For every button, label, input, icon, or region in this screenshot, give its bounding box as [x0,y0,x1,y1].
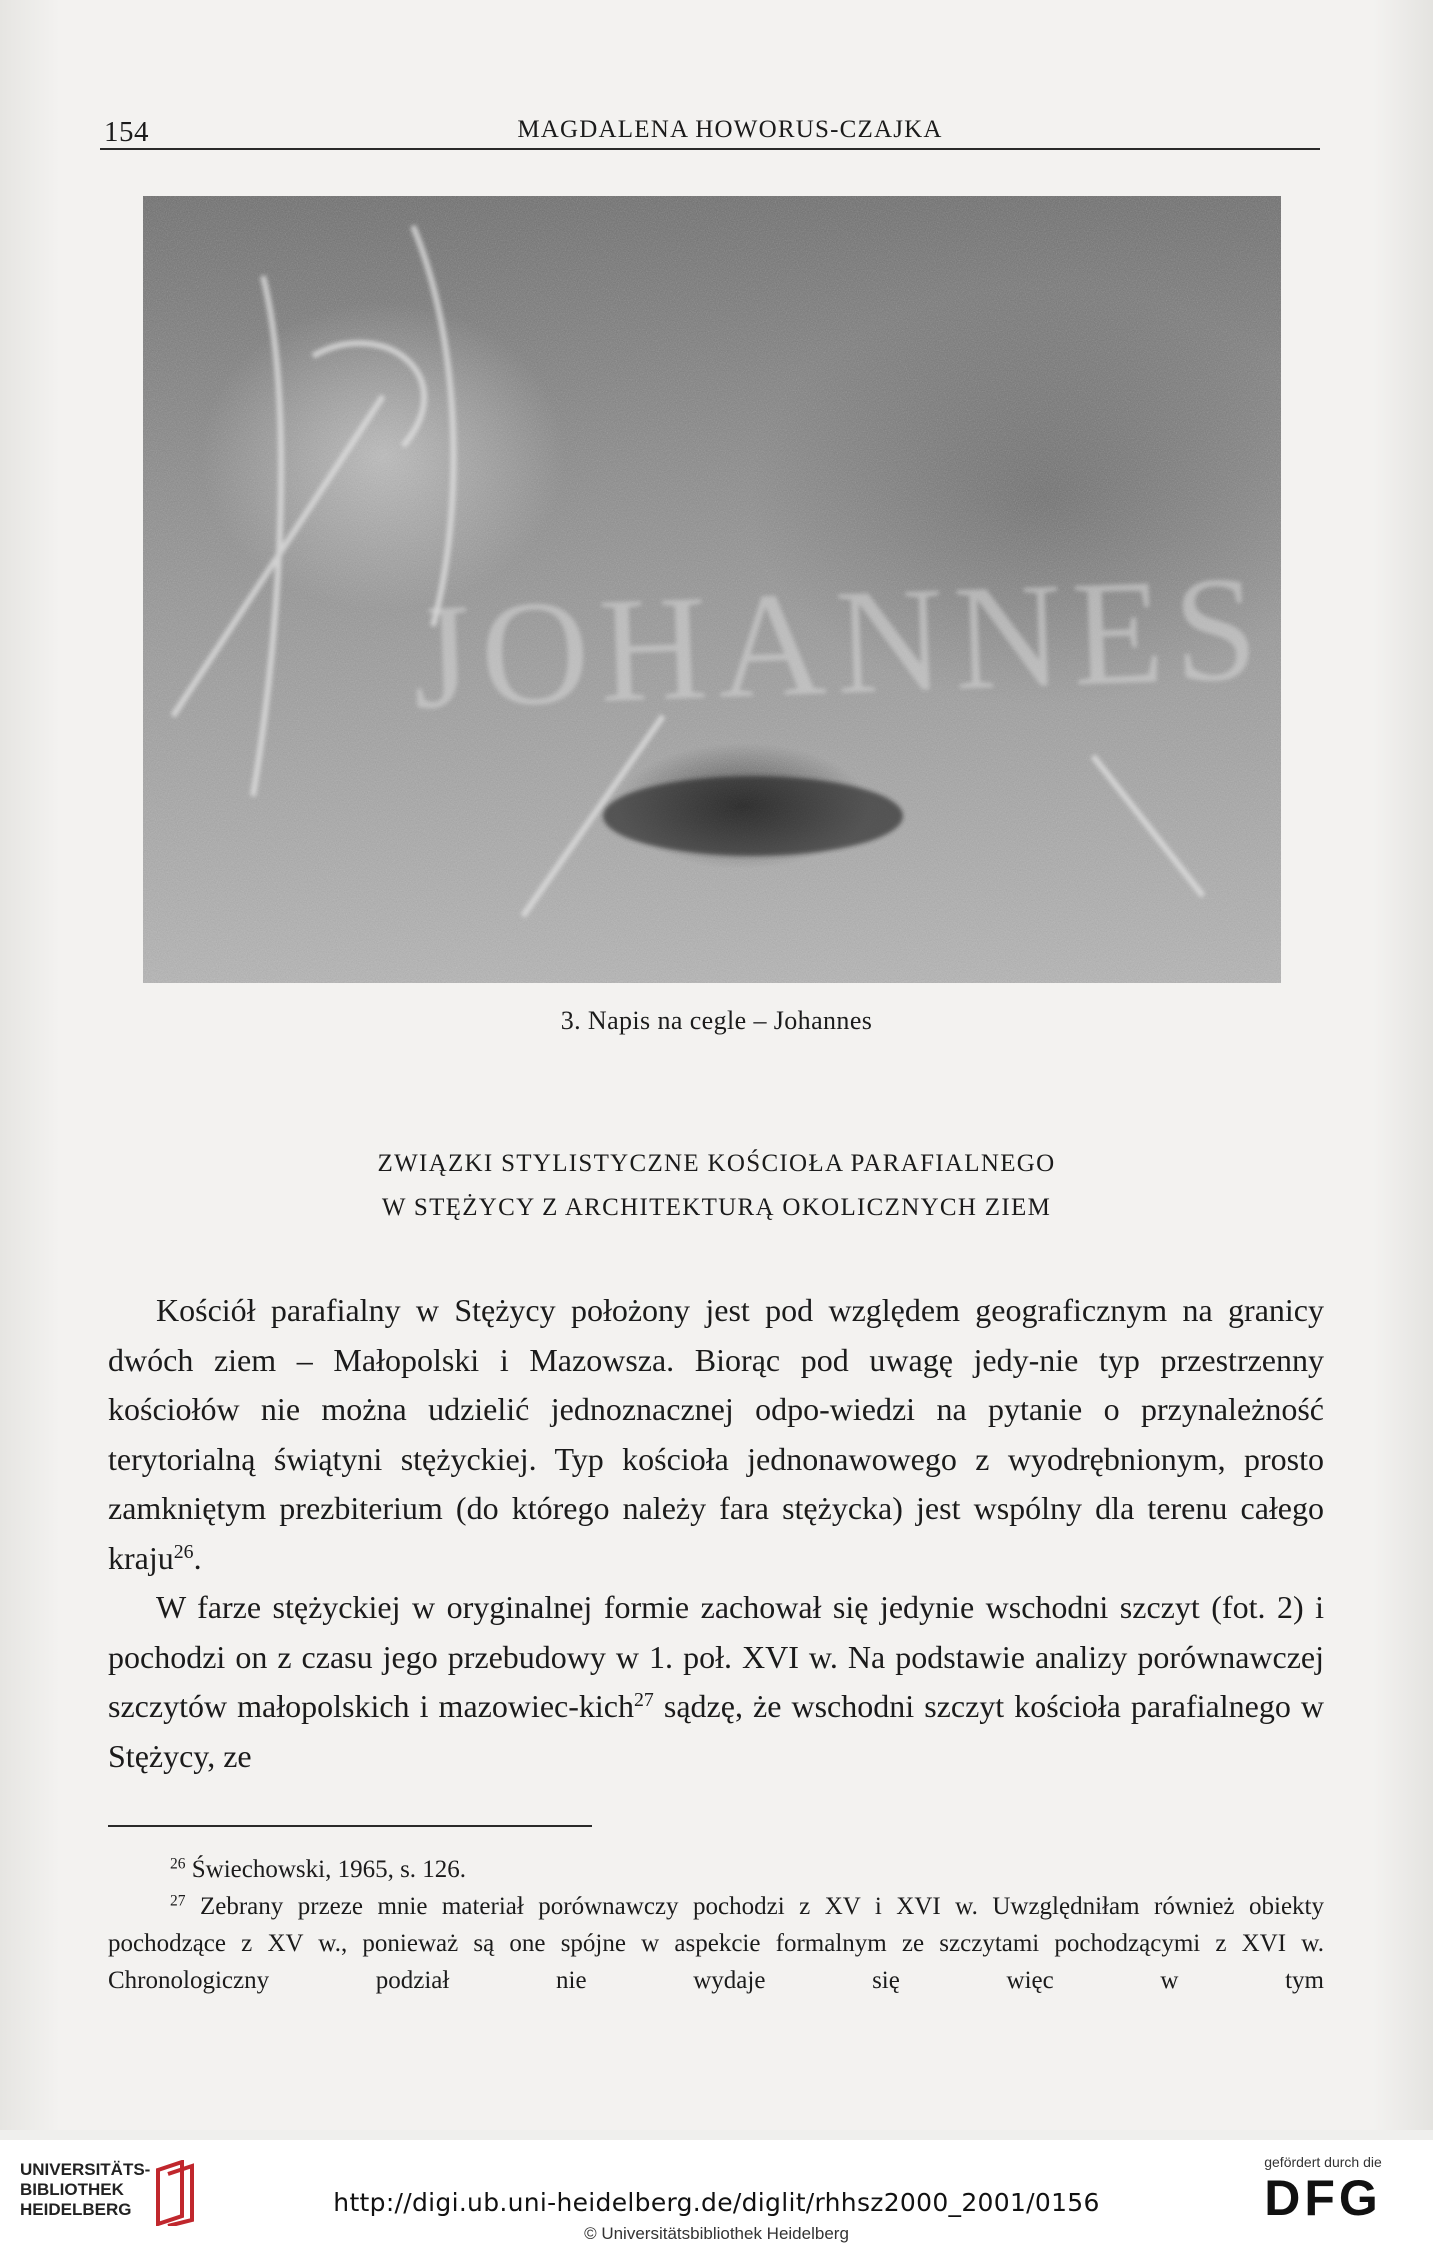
running-head [100,112,1320,150]
paragraph-1 [108,1286,1324,1583]
document-url-link[interactable]: http://digi.ub.uni-heidelberg.de/diglit/rhhsz2000_2001/0156 [333,2188,1100,2217]
footnote-ref-27: 27 [634,1689,654,1712]
footer-bar [0,2140,1433,2247]
library-name-line3: HEIDELBERG [20,2200,132,2219]
paragraph-1-end: . [193,1539,202,1576]
copyright-notice: © Universitätsbibliothek Heidelberg [584,2224,849,2243]
footnote-27-text: Zebrany przeze mnie materiał porównawczy pochodzi z XV i XVI w. Uwzględniłam również obiekty pochodzące z XV w., ponieważ są one spójne w aspekcie formalnym ze szczytami pochodzącymi z XVI w. Chronologiczny podział nie wydaje się więc w tym [108,1893,1324,1994]
footnote-27-number: 27 [170,1892,186,1910]
footnote-26 [108,1851,1324,1888]
footnote-divider [108,1825,592,1827]
paragraph-2-text: W farze stężyckiej w oryginalnej formie zachował się jedynie wschodni szczyt (fot. 2) i pochodzi on z czasu jego przebudowy w 1. poł. XVI w. Na podstawie analizy porównawczej szczytów małopolskich i mazowiec-kich [108,1589,1324,1724]
library-name-line1: UNIVERSITÄTS- [20,2160,151,2179]
footnote-26-number: 26 [170,1855,186,1873]
paragraph-2 [108,1583,1324,1781]
page-number: 154 [104,116,149,148]
running-title: MAGDALENA HOWORUS-CZAJKA [517,116,943,143]
brick-inscription-image [143,196,1281,983]
figure-caption: 3. Napis na cegle – Johannes [560,1006,873,1035]
funder-note: gefördert durch die [1264,2154,1382,2170]
inscription-text: JOHANNES [409,544,1270,741]
paragraph-1-text: Kościół parafialny w Stężycy położony jest pod względem geograficznym na granicy dwóch ziem – Małopolski i Mazowsza. Biorąc pod uwagę jedy-nie typ przestrzenny kościołów nie można udzielić jednoznacznej odpo-wiedzi na pytanie o przynależność terytorialną świątyni stężyckiej. Typ kościoła jednonawowego z wyodrębnionym, prosto zamkniętym prezbiterium (do którego należy fara stężycka) jest wspólny dla terenu całego kraju [108,1292,1324,1576]
dfg-logo: DFG [1264,2170,1382,2226]
footnotes [108,1851,1324,1999]
section-title-line1: ZWIĄZKI STYLISTYCZNE KOŚCIOŁA PARAFIALNEGO [377,1150,1056,1177]
brick-hollow [603,776,903,856]
library-name-line2: BIBLIOTHEK [20,2180,124,2199]
body-text [108,1286,1324,1781]
paragraph-2-end: sądzę, że wschodni szczyt kościoła parafialnego w Stężycy, ze [108,1688,1325,1774]
dfg-logo-block[interactable] [1253,2154,1393,2240]
footnote-26-text: Świechowski, 1965, s. 126. [185,1856,467,1883]
footnote-ref-26: 26 [173,1540,194,1563]
section-title-line2: W STĘŻYCY Z ARCHITEKTURĄ OKOLICZNYCH ZIEM [381,1194,1052,1221]
footnote-27 [108,1888,1324,1999]
figure-photo [143,196,1281,983]
